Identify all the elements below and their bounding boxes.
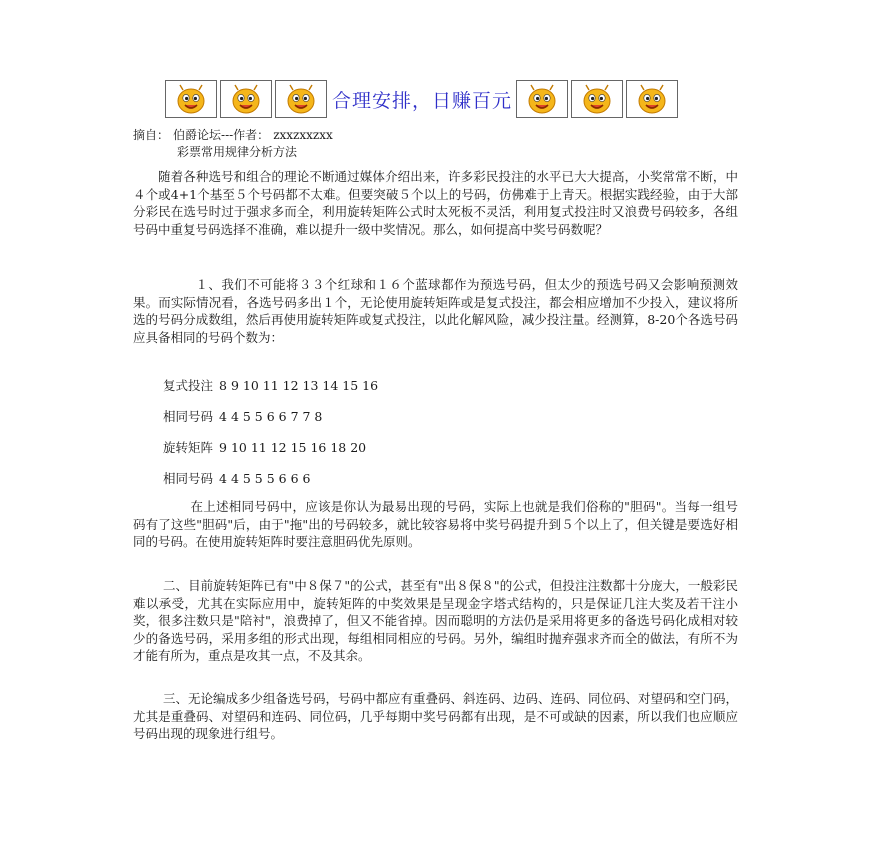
smiley-icon bbox=[165, 80, 217, 118]
stat-values: 8 9 10 11 12 13 14 15 16 bbox=[219, 378, 379, 393]
smiley-icon bbox=[626, 80, 678, 118]
paragraph-point-1: １、我们不可能将３３个红球和１６个蓝球都作为预选号码，但太少的预选号码又会影响预测效果。而实际情况看，各选号码多出１个，无论使用旋转矩阵或是复式投注，都会相应增加不少投入，建议将所选的号码分成数组，然后再使用旋转矩阵或复式投注，以此化解风险，减少投注量。经测算，8-20个各选号码应具备相同的号码个数为： bbox=[133, 277, 738, 345]
stat-label: 相同号码 bbox=[163, 471, 214, 486]
stat-row bbox=[163, 438, 366, 456]
paragraph-intro: 随着各种选号和组合的理论不断通过媒体介绍出来，许多彩民投注的水平已大大提高，小奖常常不断，中４个或4+1个基至５个号码都不太难。但要突破５个以上的号码，仿佛难于上青天。根据实践经验，由于大部分彩民在选号时过于强求多而全，利用旋转矩阵公式时太死板不灵活，利用复式投注时又浪费号码较多，各组号码中重复号码选择不准确，难以提升一级中奖情况。那么，如何提高中奖号码数呢？ bbox=[133, 169, 738, 237]
stat-values: 4 4 5 5 5 6 6 6 bbox=[219, 471, 311, 486]
stat-values: 4 4 5 5 6 6 7 7 8 bbox=[219, 409, 323, 424]
source-prefix: 摘自： bbox=[133, 128, 170, 142]
banner-title: 合理安排，日赚百元 bbox=[332, 89, 513, 112]
stat-row bbox=[163, 469, 310, 487]
stat-values: 9 10 11 12 15 16 18 20 bbox=[219, 440, 367, 455]
smiley-icon bbox=[220, 80, 272, 118]
stat-label: 相同号码 bbox=[163, 409, 214, 424]
paragraph-point-2: 二、目前旋转矩阵已有"中８保７"的公式，甚至有"出８保８"的公式，但投注注数都十分庞大，一般彩民难以承受，尤其在实际应用中，旋转矩阵的中奖效果是呈现金字塔式结构的，只是保证几注大奖及若干注小奖，很多注数只是"陪衬"，浪费掉了，但又不能省掉。因而聪明的方法仍是采用将更多的备选号码化成相对较少的备选号码，采用多组的形式出现，每组相同相应的号码。另外，编组时抛弃强求齐而全的做法，有所不为才能有所为，重点是攻其一点，不及其余。 bbox=[133, 578, 738, 664]
stat-label: 复式投注 bbox=[163, 378, 214, 393]
smiley-icon bbox=[571, 80, 623, 118]
source-author: zxxzxxzxx bbox=[273, 128, 333, 142]
paragraph-point-3: 三、无论编成多少组备选号码，号码中都应有重叠码、斜连码、边码、连码、同位码、对望码和空门码，尤其是重叠码、对望码和连码、同位码，几乎每期中奖号码都有出现，是不可或缺的因素，所以我们也应顺应号码出现的现象进行组号。 bbox=[133, 691, 739, 742]
stat-label: 旋转矩阵 bbox=[163, 440, 214, 455]
smiley-icon bbox=[516, 80, 568, 118]
page-subtitle: 彩票常用规律分析方法 bbox=[177, 145, 298, 159]
banner bbox=[165, 78, 735, 120]
smiley-icon bbox=[275, 80, 327, 118]
stat-row bbox=[163, 376, 378, 394]
stat-row bbox=[163, 407, 322, 425]
source-forum: 伯爵论坛---作者： bbox=[173, 128, 270, 142]
paragraph-bile-code: 在上述相同号码中，应该是你认为最易出现的号码，实际上也就是我们俗称的"胆码"。当每一组号码有了这些"胆码"后，由于"拖"出的号码较多，就比较容易将中奖号码提升到５个以上了，但关键是要选好相同的号码。在使用旋转矩阵时要注意胆码优先原则。 bbox=[133, 499, 738, 550]
source-line bbox=[133, 126, 337, 143]
